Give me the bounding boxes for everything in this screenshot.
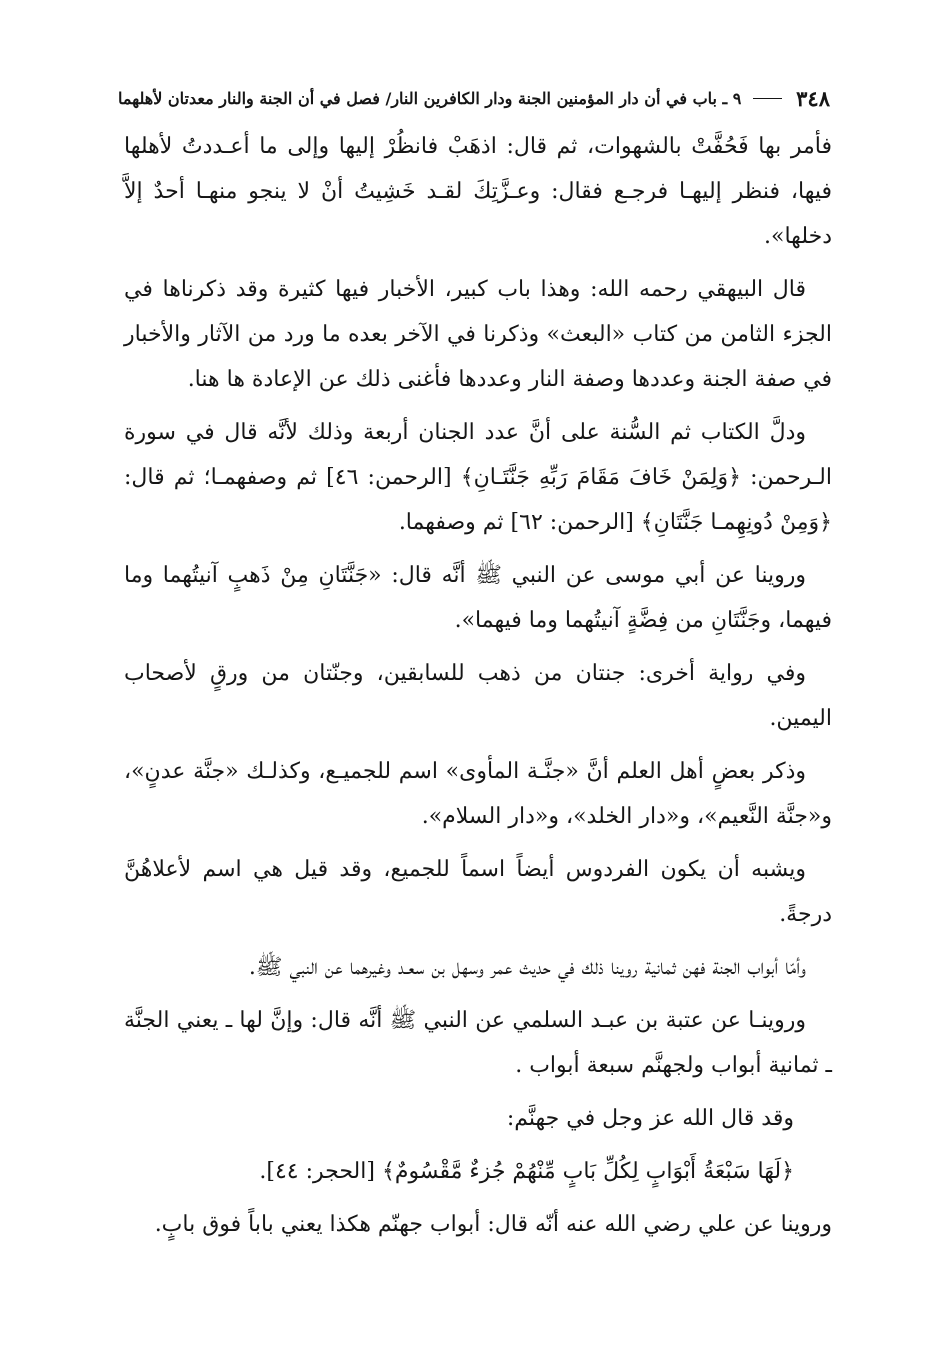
paragraph-utbah: وروينـا عن عتبة بن عبـد السلمي عن النبي ﷺ أنَّه قال: وإنَّ لها ـ يعني الجنَّة ـ ثمانية أبواب ولجهنَّم سبعة أبواب .: [124, 1008, 832, 1078]
header-rule: [753, 98, 782, 99]
paragraph-ali: وروينا عن علي رضي الله عنه أنّه قال: أبواب جهنّم هكذا يعني باباً فوق بابٍ.: [154, 1212, 832, 1237]
paragraph-quran-intro: وقد قال الله عز وجل في جهنَّم:: [506, 1106, 794, 1131]
paragraph-jannat-al-mawa: وذكر بعضٍ أهل العلم أنَّ «جنَّـة المأوى» اسم للجميـع، وكذلـك «جنَّة عدنٍ»، و«جنَّة النَّعيم»، و«دار الخلد»، و«دار السلام».: [124, 759, 832, 829]
paragraph-other-narration: وفي رواية أخرى: جنتان من ذهب للسابقين، وجنّتان من ورقٍ لأصحاب اليمين.: [124, 661, 832, 731]
page-number: ٣٤٨: [796, 85, 830, 111]
paragraph-continuation: فأمر بها فَحُفَّتْ بالشهوات، ثم قال: اذهَبْ فانظُرْ إليها وإلى ما أعـددتُ لأهلها فيها، فنظر إليهـا فرجـع فقال: وعـزَّتِكَ لقـد خَشِيتُ أنْ لا ينجو منهـا أحدٌ إلاَّ دخلها».: [124, 134, 832, 249]
paragraph-gates-of-paradise: وأمّا أبواب الجنة فهن ثمانية روينا ذلك في حديث عمر وسهل بن سعـد وغيرهما عن النبي ﷺ.: [248, 955, 806, 980]
paragraph-abu-musa: وروينا عن أبي موسى عن النبي ﷺ أنَّه قال: «جَنَّتَانِ مِنْ ذَهبٍ آنيتُهما وما فيهما، وجَنَّتَانِ من فِضَّةٍ آنيتُهما وما فيهما».: [124, 563, 832, 633]
paragraph-bayhaqi: قال البيهقي رحمه الله: وهذا باب كبير، الأخبار فيها كثيرة وقد ذكرناها في الجزء الثامن من كتاب «البعث» وذكرنا في الآخر بعده ما ورد من الآثار والأخبار في صفة الجنة وعددها وصفة النار وعددها فأغنى ذلك عن الإعادة ها هنا.: [124, 277, 832, 392]
paragraph-four-gardens: ودلَّ الكتاب ثم السُّنة على أنَّ عدد الجنان أربعة وذلك لأنَّه قال في سورة الـرحمن: ﴿وَلِمَنْ خَافَ مَقَامَ رَبِّهِ جَنَّتَـانِ﴾ [الرحمن: ٤٦] ثم وصفهمـا؛ ثم قال: ﴿وَمِنْ دُونِهِمـا جَنَّتَانِ﴾ [الرحمن: ٦٢] ثم وصفهما.: [124, 420, 832, 535]
running-title: ٩ ـ باب في أن دار المؤمنين الجنة ودار الكافرين النار/ فصل في أن الجنة والنار معدتان لأهلهما: [118, 88, 742, 108]
quran-verse-hijr: ﴿لَهَا سَبْعَةُ أَبْوَابٍ لِكُلِّ بَابٍ مِّنْهُمْ جُزءٌ مَّقْسُومٌ﴾ [الحجر: ٤٤].: [259, 1159, 794, 1184]
paragraph-firdaws: ويشبه أن يكون الفردوس أيضاً اسماً للجميع، وقد قيل هي اسم لأعلاهُنَّ درجةً.: [124, 857, 832, 927]
page-body: [124, 124, 832, 1255]
page-header: [118, 80, 830, 116]
